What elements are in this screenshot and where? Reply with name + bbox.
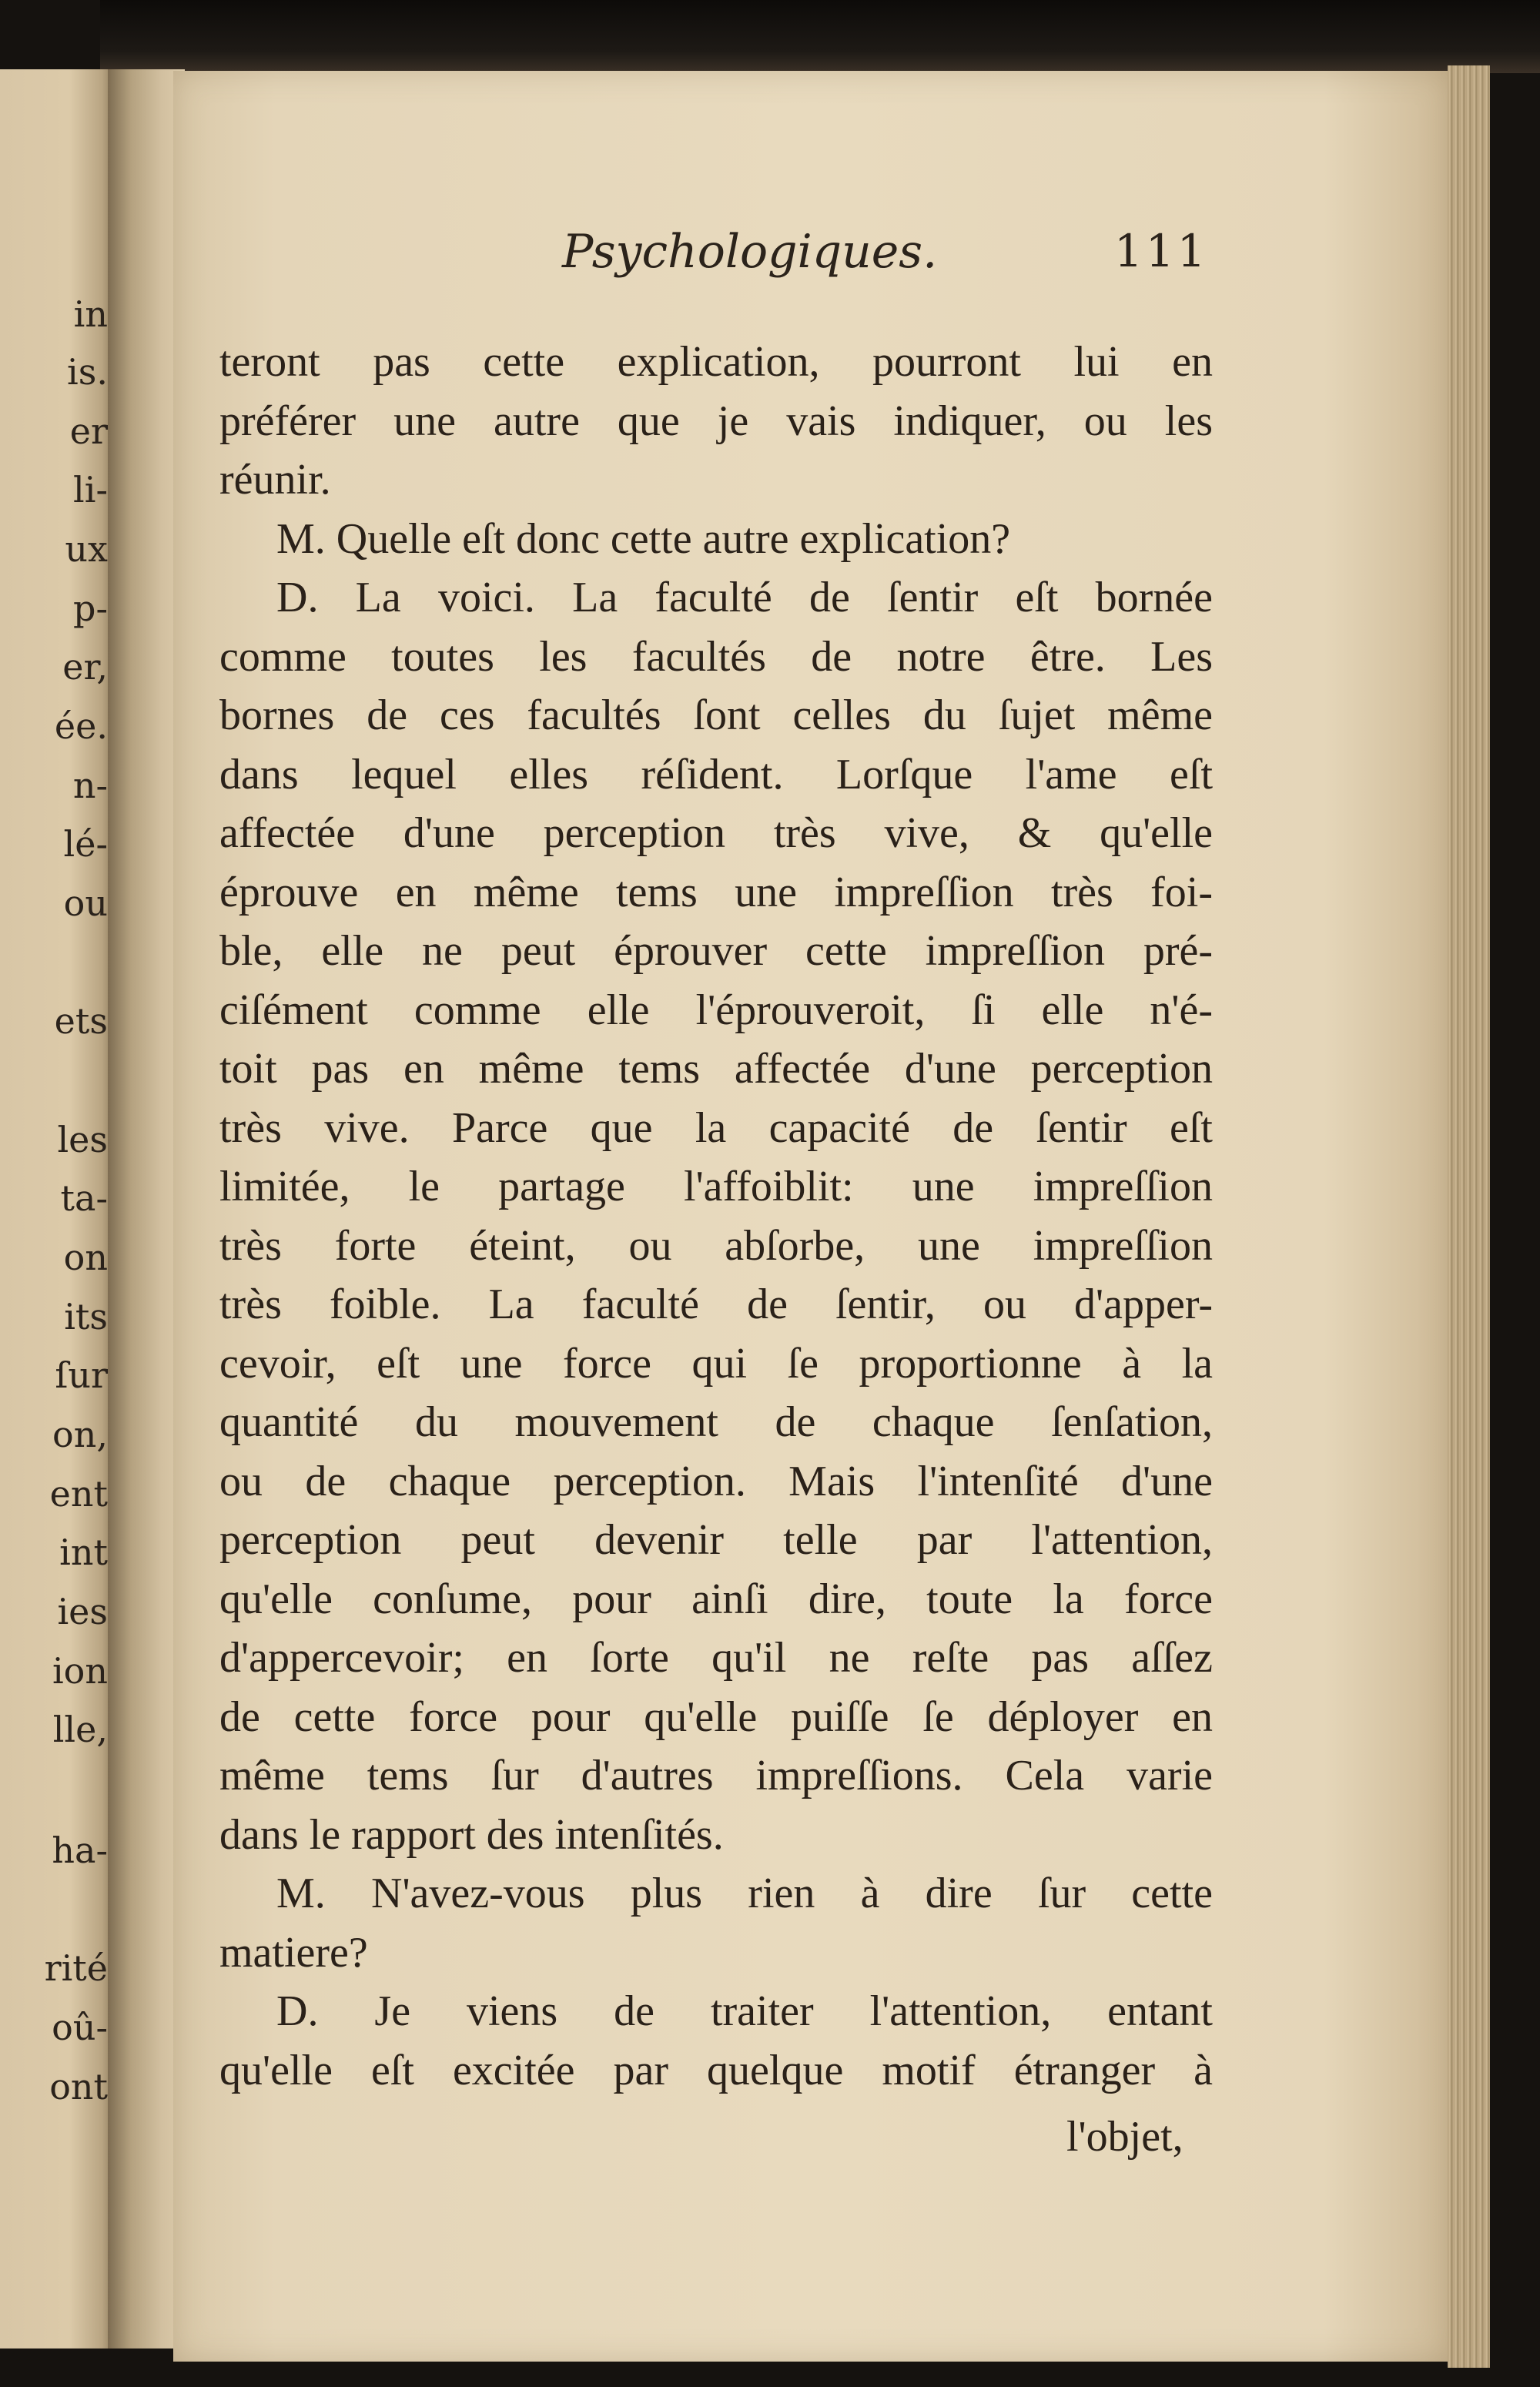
left-fragment: ha- [52,1830,108,1871]
text-line: ciſément comme elle l'éprouveroit, ſi elle n'é- [219,986,1213,1034]
page-edges [1448,65,1490,2368]
left-fragment: ou [63,882,108,924]
body-text [219,333,1213,2100]
text-line: comme toutes les facultés de notre être. Les [219,632,1213,681]
left-fragment: ent [49,1473,108,1515]
text-line: bornes de ces facultés ſont celles du ſujet même [219,691,1213,739]
left-fragment: rité [44,1947,108,1989]
text-line: perception peut devenir telle par l'attention, [219,1516,1213,1564]
left-fragment: ta- [60,1177,108,1219]
left-fragment: is. [67,351,108,393]
right-page [173,71,1451,2362]
text-line: très forte éteint, ou abſorbe, une impreſſion [219,1221,1213,1270]
left-fragment: ux [65,528,108,570]
text-line: ble, elle ne peut éprouver cette impreſſion pré- [219,927,1213,975]
left-fragment: oû- [52,2007,108,2048]
catchword: l'objet, [1066,2113,1183,2161]
text-line: D. La voici. La faculté de ſentir eſt bornée [276,574,1213,621]
text-line: très vive. Parce que la capacité de ſentir eſt [219,1103,1213,1152]
text-line: limitée, le partage l'affoiblit: une impreſſion [219,1163,1213,1210]
text-line: d'appercevoir; en ſorte qu'il ne reſte pas aſſez [219,1634,1213,1682]
left-fragment: its [64,1296,108,1337]
book-binding-top [100,0,1540,73]
left-fragment: ſur [55,1354,108,1396]
text-line: quantité du mouvement de chaque ſenſation, [219,1398,1213,1446]
text-line: préférer une autre que je vais indiquer, ou les [219,397,1213,445]
left-fragment: lé- [63,823,108,865]
left-fragment: ée. [54,705,108,747]
text-line: M. N'avez-vous plus rien à dire ſur cette [276,1870,1213,1917]
text-line: toit pas en même tems affectée d'une perception [219,1045,1213,1093]
left-fragment: int [59,1532,108,1573]
text-line: éprouve en même tems une impreſſion très foi- [219,868,1213,916]
text-line: affectée d'une perception très vive, & qu'elle [219,809,1213,857]
text-line: même tems ſur d'autres impreſſions. Cela varie [219,1752,1213,1799]
text-line: dans le rapport des intenſités. [219,1810,724,1859]
left-fragment: er [69,410,108,452]
left-fragment: les [57,1119,108,1160]
left-fragment: ont [49,2066,108,2107]
left-fragment: li- [73,469,108,511]
text-line: matiere? [219,1928,368,1977]
left-fragment: p- [73,588,108,629]
left-fragment: ets [54,1000,108,1042]
left-fragment: on, [52,1414,108,1455]
text-line: qu'elle eſt excitée par quelque motif étranger à [219,2046,1213,2094]
left-fragment: ion [52,1650,108,1692]
page-header [173,225,1451,294]
running-title: Psychologiques. [562,225,938,279]
left-fragment: lle, [52,1709,108,1750]
page-number: 111 [1114,225,1209,277]
text-line: de cette force pour qu'elle puiſſe ſe déployer en [219,1692,1213,1741]
left-fragment: ies [57,1591,108,1632]
text-line: teront pas cette explication, pourront lui en [219,338,1213,386]
text-line: réunir. [219,456,331,504]
text-line: D. Je viens de traiter l'attention, entant [276,1987,1213,2035]
text-line: ou de chaque perception. Mais l'intenſité d'une [219,1457,1213,1505]
text-line: cevoir, eſt une force qui ſe proportionne à la [219,1339,1213,1388]
left-fragment: er, [62,646,108,688]
text-line: M. Quelle eſt donc cette autre explication? [276,514,1011,563]
text-line: dans lequel elles réſident. Lorſque l'ame eſt [219,750,1213,798]
left-fragment: in [73,293,108,335]
left-fragment: n- [72,765,108,806]
text-line: qu'elle conſume, pour ainſi dire, toute la force [219,1575,1213,1623]
left-fragment: on [63,1237,108,1278]
text-line: très foible. La faculté de ſentir, ou d'apper- [219,1281,1213,1328]
left-page-fragment [0,69,116,2348]
